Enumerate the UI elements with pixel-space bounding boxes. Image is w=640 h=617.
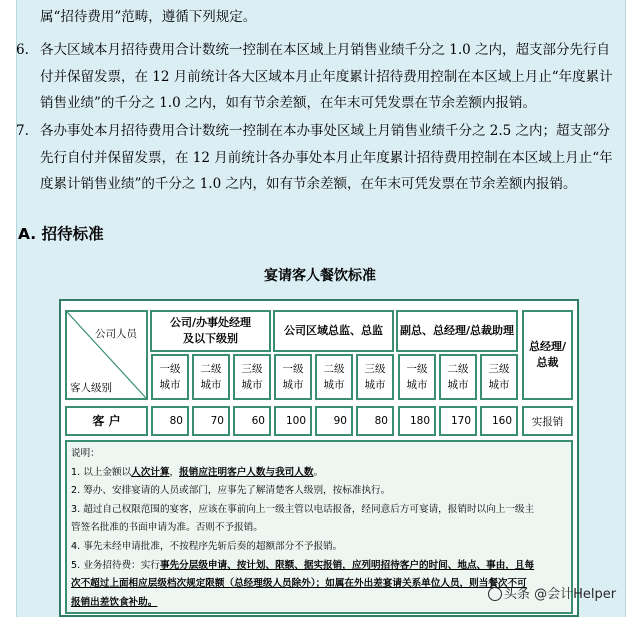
tier-line: 城市 bbox=[282, 379, 304, 391]
note-4: 4. 事先未经申请批准，不按程序先斩后奏的超额部分不予报销。 bbox=[71, 540, 343, 552]
group-header-director bbox=[273, 310, 394, 352]
paragraph-number: 6. bbox=[16, 42, 29, 58]
table-cell-value: 实报销 bbox=[522, 406, 573, 436]
group-header-line: 副总、总经理/总裁助理 bbox=[399, 324, 515, 337]
table-cell-value: 80 bbox=[151, 406, 189, 436]
note-text: ， bbox=[169, 466, 180, 478]
corner-label-bottom: 客人级别 bbox=[70, 382, 112, 394]
note-3-line-2: 管签名批准的书面申请为准。否则不予报销。 bbox=[71, 522, 263, 534]
paragraph-line: 销售业绩”的千分之 1.0 之内，如有节余差额，在年末可凭发票在节余差额内报销。 bbox=[40, 95, 536, 111]
tier-header bbox=[151, 354, 189, 400]
watermark-text: 头条 @会计Helper bbox=[504, 587, 617, 602]
paragraph-6 bbox=[16, 37, 620, 117]
paragraph-line: 各办事处本月招待费用合计数统一控制在本办事处区域上月销售业绩千分之 2.5 之内；超支部分 bbox=[40, 123, 611, 139]
paragraph-number: 7. bbox=[16, 123, 29, 139]
corner-label-top: 公司人员 bbox=[95, 328, 137, 340]
tier-line: 三级 bbox=[488, 363, 510, 375]
tier-header bbox=[192, 354, 230, 400]
note-emphasis: 报销应注明客户人数与我司人数 bbox=[179, 466, 314, 478]
tier-line: 城市 bbox=[200, 379, 222, 391]
tier-line: 二级 bbox=[447, 363, 469, 375]
tier-header bbox=[398, 354, 436, 400]
group-header-line: 及以下级别 bbox=[183, 332, 238, 345]
tier-line: 一级 bbox=[406, 363, 428, 375]
group-header-ceo bbox=[522, 310, 573, 400]
tier-header bbox=[233, 354, 271, 400]
section-heading: A. 招待标准 bbox=[18, 225, 104, 243]
table-cell-value: 180 bbox=[398, 406, 436, 436]
group-header-line: 公司区域总监、总监 bbox=[284, 324, 383, 337]
note-emphasis: 事先分层级申请、按计划、限额、据实报销，应列明招待客户的时间、地点、事由，且每 bbox=[159, 559, 535, 571]
note-5-line-2: 次不超过上面相应层级档次规定限额（总经理级人员除外）；如属在外出差宴请关系单位人员，则当餐次不可 bbox=[71, 578, 527, 590]
note-emphasis: 人次计算 bbox=[131, 466, 170, 478]
note-5-line-1 bbox=[71, 557, 567, 576]
paragraph-line: 付并保留发票，在 12 月前统计各大区域本月止年度累计招待费用控制在本区域上月止“年度累计 bbox=[40, 68, 613, 85]
row-label-customer: 客 户 bbox=[65, 406, 148, 436]
paragraph-line: 属“招待费用”范畴，遵循下列规定。 bbox=[40, 9, 257, 25]
tier-line: 一级 bbox=[159, 363, 181, 375]
table-cell-value: 70 bbox=[192, 406, 230, 436]
table-cell-value: 160 bbox=[480, 406, 518, 436]
tier-line: 二级 bbox=[200, 363, 222, 375]
watermark bbox=[488, 583, 616, 602]
tier-header bbox=[439, 354, 477, 400]
note-1 bbox=[71, 464, 567, 483]
tier-line: 一级 bbox=[282, 363, 304, 375]
group-header-manager bbox=[150, 310, 271, 352]
note-3-line-1: 3. 超过自己权限范围的宴客，应该在事前向上一级主管以电话报备，经同意后方可宴请，报销时以向上一级主 bbox=[71, 503, 535, 515]
group-header-vp bbox=[396, 310, 518, 352]
paragraph-line: 先行自付并保留发票，在 12 月前统计各办事处本月止年度累计招待费用控制在本区域上月止“年 bbox=[40, 149, 613, 166]
group-header-line: 总经理/ bbox=[528, 340, 567, 353]
tier-line: 城市 bbox=[241, 379, 263, 391]
tier-header bbox=[480, 354, 518, 400]
table-cell-value: 170 bbox=[439, 406, 477, 436]
note-text: 。 bbox=[313, 466, 324, 478]
tier-line: 三级 bbox=[241, 363, 263, 375]
paragraph-intro bbox=[40, 4, 620, 31]
group-header-line: 总裁 bbox=[536, 356, 559, 369]
notes-title: 说明： bbox=[71, 448, 100, 459]
note-2: 2. 筹办、安排宴请的人员或部门，应事先了解清楚客人级别，按标准执行。 bbox=[71, 485, 391, 497]
tier-line: 城市 bbox=[447, 379, 469, 391]
tier-header bbox=[356, 354, 394, 400]
paragraph-line: 度累计销售业绩”的千分之 1.0 之内，如有节余差额，在年末可凭发票在节余差额内报销。 bbox=[40, 176, 577, 192]
tier-line: 城市 bbox=[323, 379, 345, 391]
note-text: 5. 业务招待费：实行 bbox=[71, 559, 160, 571]
table-cell-value: 100 bbox=[274, 406, 312, 436]
tier-line: 三级 bbox=[364, 363, 386, 375]
paragraph-7 bbox=[16, 118, 620, 198]
note-5-line-3: 报销出差饮食补助。 bbox=[71, 596, 158, 608]
tier-line: 城市 bbox=[364, 379, 386, 391]
table-cell-value: 60 bbox=[233, 406, 271, 436]
table-title: 宴请客人餐饮标准 bbox=[264, 268, 376, 284]
tier-line: 城市 bbox=[406, 379, 428, 391]
table-cell-value: 80 bbox=[356, 406, 394, 436]
tier-header bbox=[274, 354, 312, 400]
note-text: 1. 以上金额以 bbox=[71, 466, 132, 478]
watermark-logo-icon bbox=[488, 587, 502, 601]
table-cell-value: 90 bbox=[315, 406, 353, 436]
tier-line: 城市 bbox=[488, 379, 510, 391]
paragraph-line: 各大区域本月招待费用合计数统一控制在本区域上月销售业绩千分之 1.0 之内，超支部分先行自 bbox=[40, 42, 611, 58]
tier-line: 二级 bbox=[323, 363, 345, 375]
group-header-line: 公司/办事处经理 bbox=[169, 316, 252, 329]
tier-line: 城市 bbox=[159, 379, 181, 391]
tier-header bbox=[315, 354, 353, 400]
